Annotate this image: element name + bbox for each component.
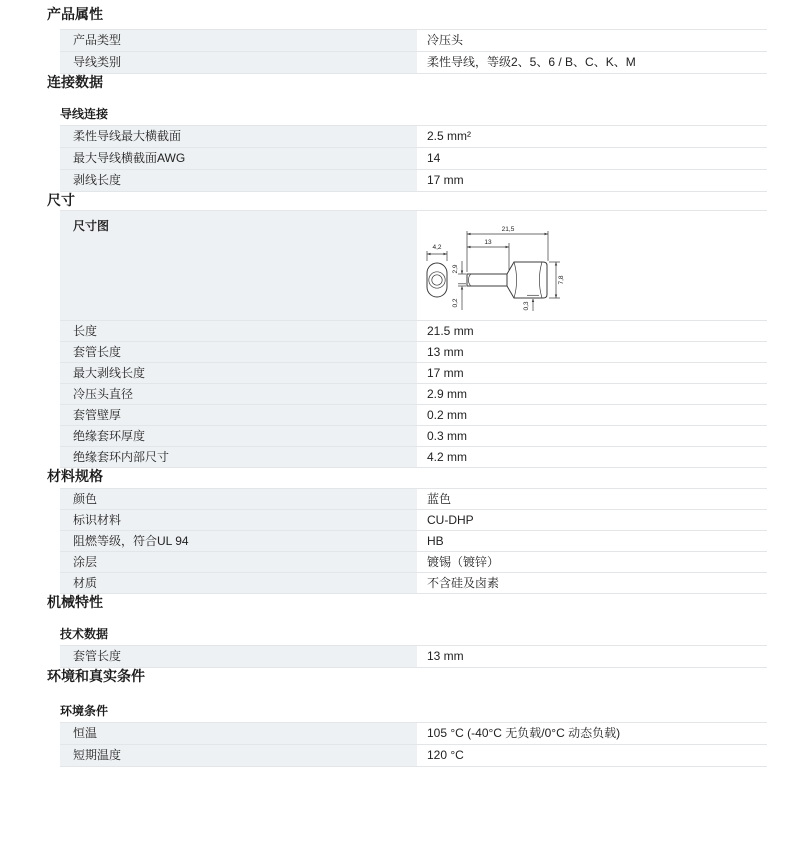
- subsection-heading-technical-data: 技术数据: [60, 627, 109, 641]
- environment-table: [60, 722, 767, 767]
- connection-data-table: [60, 125, 767, 192]
- spec-label: 长度: [60, 321, 417, 341]
- table-row: [60, 646, 767, 668]
- spec-label: 产品类型: [60, 30, 417, 51]
- table-row: [60, 52, 767, 74]
- table-row: [60, 723, 767, 745]
- spec-value: CU-DHP: [417, 510, 767, 530]
- spec-value: 冷压头: [417, 30, 767, 51]
- spec-label: 阻燃等级，符合UL 94: [60, 531, 417, 551]
- diagram-cell: [417, 211, 767, 320]
- dim-label-sleeve-length: 13: [484, 239, 492, 246]
- spec-value: 13 mm: [417, 342, 767, 362]
- spec-value: 镀锡（镀锌）: [417, 552, 767, 572]
- spec-value: 4.2 mm: [417, 447, 767, 467]
- table-row: [60, 531, 767, 552]
- spec-label: 绝缘套环厚度: [60, 426, 417, 446]
- table-row: [60, 573, 767, 594]
- spec-value: 蓝色: [417, 489, 767, 509]
- spec-value: 2.9 mm: [417, 384, 767, 404]
- section-heading-material-specs: 材料规格: [47, 468, 103, 484]
- dimensions-table: [60, 210, 767, 468]
- table-row: [60, 510, 767, 531]
- spec-label: 涂层: [60, 552, 417, 572]
- spec-label: 冷压头直径: [60, 384, 417, 404]
- section-heading-product-attributes: 产品属性: [47, 6, 103, 22]
- diagram-label: 尺寸图: [60, 211, 417, 320]
- section-heading-environment: 环境和真实条件: [47, 668, 145, 684]
- dim-label-wall-thickness: 0,2: [452, 298, 459, 308]
- spec-value: 17 mm: [417, 363, 767, 383]
- dim-label-collar-height: 7,8: [558, 275, 565, 285]
- spec-value: 0.2 mm: [417, 405, 767, 425]
- spec-value: 17 mm: [417, 170, 767, 191]
- section-heading-connection-data: 连接数据: [47, 74, 103, 90]
- spec-label: 套管壁厚: [60, 405, 417, 425]
- section-heading-dimensions: 尺寸: [47, 192, 75, 208]
- spec-label: 套管长度: [60, 342, 417, 362]
- spec-value: 0.3 mm: [417, 426, 767, 446]
- spec-label: 颜色: [60, 489, 417, 509]
- subsection-heading-ambient-conditions: 环境条件: [60, 704, 109, 718]
- table-row: [60, 321, 767, 342]
- spec-value: 105 °C (-40°C 无负载/0°C 动态负载): [417, 723, 767, 744]
- section-heading-mechanical: 机械特性: [47, 594, 103, 610]
- table-row: [60, 384, 767, 405]
- table-row: [60, 170, 767, 192]
- table-row: [60, 447, 767, 468]
- spec-value: 13 mm: [417, 646, 767, 667]
- dim-label-tube-diameter: 2,9: [452, 264, 459, 274]
- spec-label: 材质: [60, 573, 417, 593]
- table-row: [60, 552, 767, 573]
- table-row: [60, 126, 767, 148]
- spec-label: 标识材料: [60, 510, 417, 530]
- spec-label: 套管长度: [60, 646, 417, 667]
- spec-label: 柔性导线最大横截面: [60, 126, 417, 147]
- table-row: [60, 405, 767, 426]
- table-row: [60, 30, 767, 52]
- spec-value: HB: [417, 531, 767, 551]
- spec-label: 导线类别: [60, 52, 417, 73]
- spec-value: 不含硅及卤素: [417, 573, 767, 593]
- spec-value: 120 °C: [417, 745, 767, 766]
- mechanical-table: [60, 645, 767, 668]
- dim-label-ring-width: 4,2: [432, 244, 442, 251]
- dim-label-overall-length: 21,5: [501, 226, 515, 233]
- spec-label: 最大导线横截面AWG: [60, 148, 417, 169]
- spec-label: 绝缘套环内部尺寸: [60, 447, 417, 467]
- table-row: [60, 363, 767, 384]
- spec-label: 短期温度: [60, 745, 417, 766]
- material-specs-table: [60, 488, 767, 594]
- table-row: [60, 426, 767, 447]
- table-row: [60, 745, 767, 767]
- table-row: [60, 148, 767, 170]
- product-attributes-table: [60, 29, 767, 74]
- dim-label-collar-wall: 0,3: [523, 301, 530, 311]
- table-row: [60, 342, 767, 363]
- spec-value: 2.5 mm²: [417, 126, 767, 147]
- spec-label: 剥线长度: [60, 170, 417, 191]
- subsection-heading-wire-connection: 导线连接: [60, 107, 109, 121]
- spec-value: 柔性导线，等级2、5、6 / B、C、K、M: [417, 52, 767, 73]
- spec-value: 14: [417, 148, 767, 169]
- table-row: [60, 489, 767, 510]
- ferrule-tube: [467, 274, 507, 286]
- dimension-diagram: [419, 217, 619, 319]
- table-row-diagram: [60, 211, 767, 321]
- spec-label: 恒温: [60, 723, 417, 744]
- spec-value: 21.5 mm: [417, 321, 767, 341]
- ferrule-front-view: [427, 263, 447, 297]
- spec-label: 最大剥线长度: [60, 363, 417, 383]
